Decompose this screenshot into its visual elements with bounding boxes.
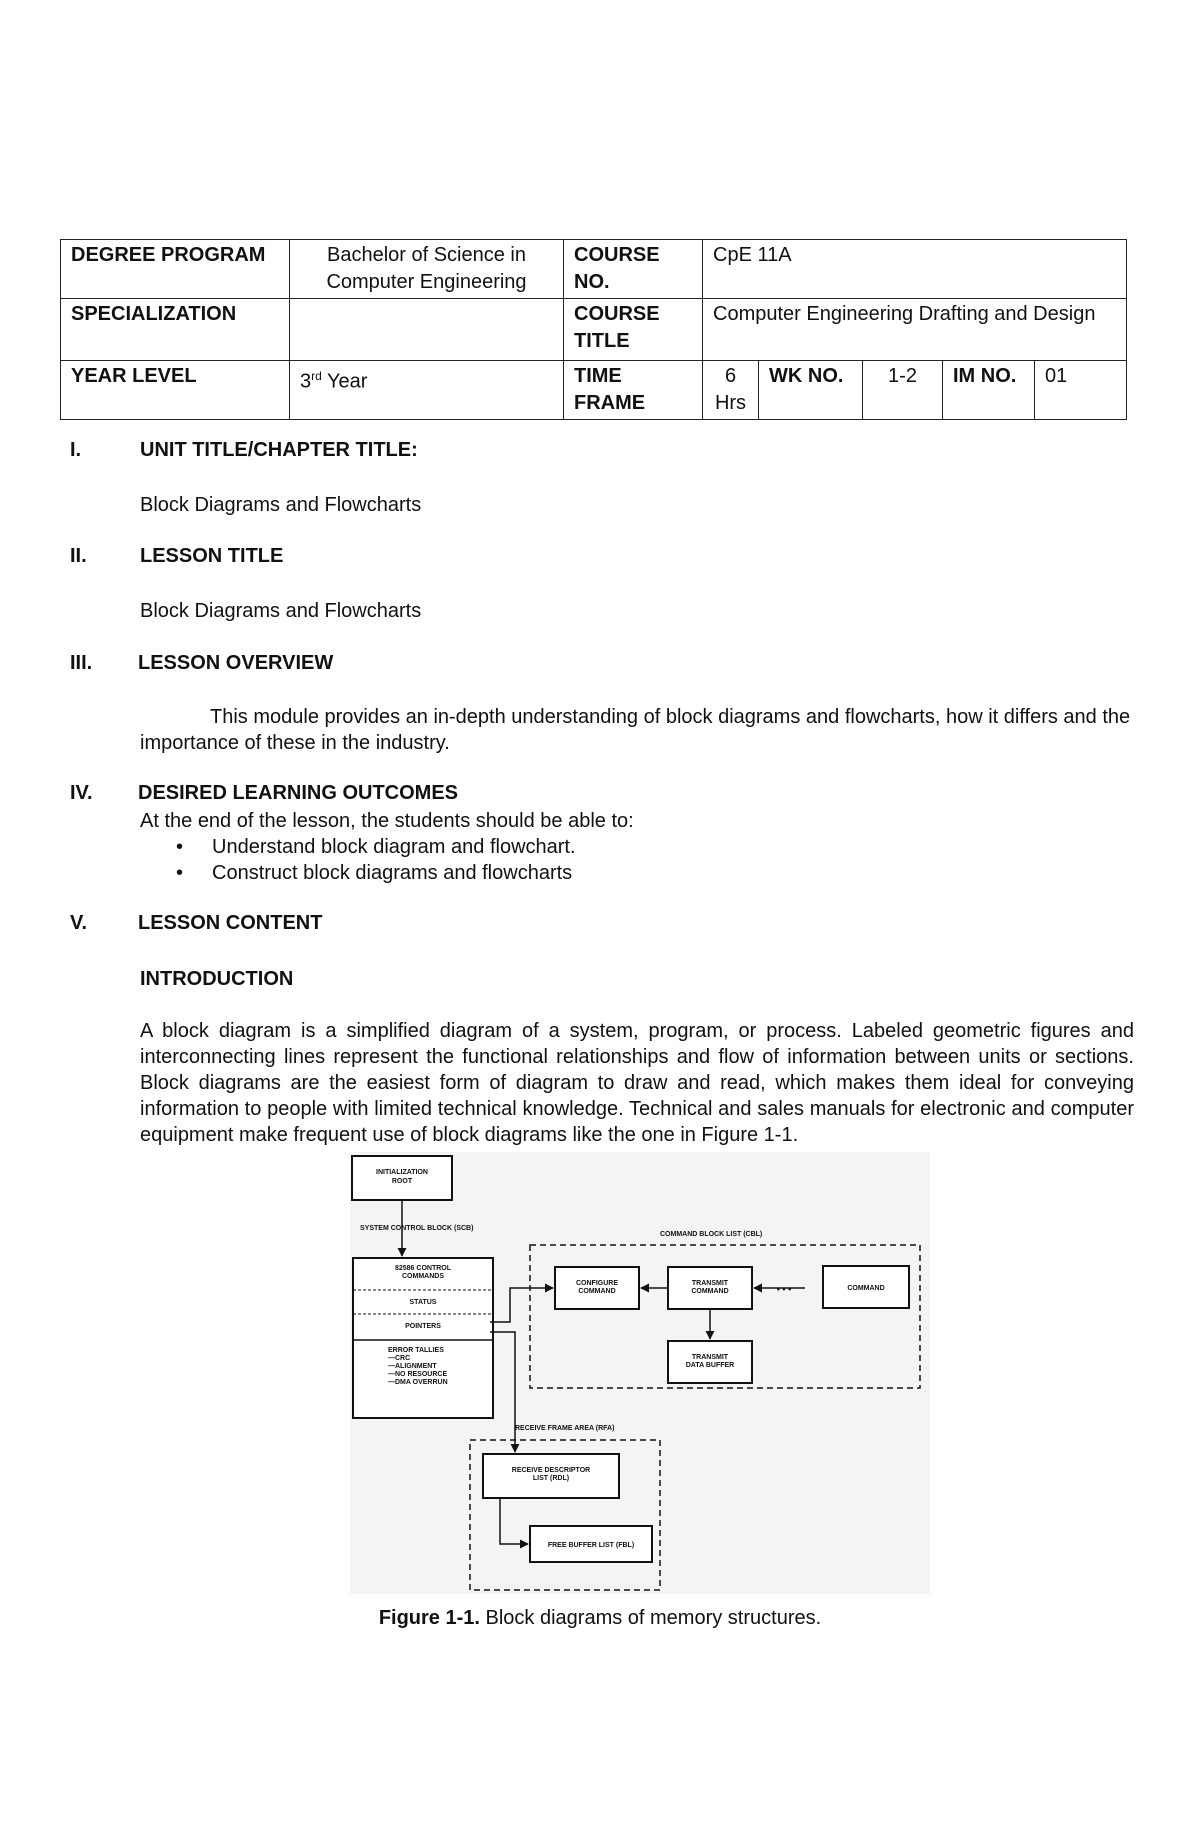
specialization-label: SPECIALIZATION	[61, 299, 290, 361]
rdl-line2: LIST (RDL)	[532, 1475, 570, 1482]
course-info-table	[60, 239, 1127, 420]
cbl-label: COMMAND BLOCK LIST (CBL)	[660, 1231, 763, 1238]
year-level-value	[290, 361, 564, 420]
year-level-sup: rd	[311, 369, 322, 383]
section-title: LESSON CONTENT	[138, 912, 323, 934]
figure-caption	[0, 1607, 1200, 1630]
list-item-text: Understand block diagram and flowchart.	[212, 836, 576, 858]
tx-buffer-line2: DATA BUFFER	[685, 1362, 735, 1369]
specialization-value	[290, 299, 564, 361]
configure-line2: COMMAND	[578, 1288, 616, 1295]
configure-line1: CONFIGURE	[576, 1280, 618, 1287]
memory-structures-block-diagram	[350, 1152, 930, 1594]
lesson-title-text: Block Diagrams and Flowcharts	[140, 600, 422, 622]
tx-buffer-line1: TRANSMIT	[691, 1354, 729, 1361]
scb-tallies-3: —NO RESOURCE	[388, 1371, 448, 1378]
course-title-label: COURSE TITLE	[564, 299, 703, 361]
outcomes-intro: At the end of the lesson, the students should be able to:	[140, 810, 634, 832]
section-number: II.	[70, 545, 87, 567]
year-level-num: 3	[300, 370, 312, 393]
section-number: V.	[70, 912, 88, 934]
scb-block	[353, 1258, 493, 1418]
im-no-label: IM NO.	[943, 361, 1035, 420]
scb-control-line2: COMMANDS	[402, 1273, 444, 1280]
degree-program-label: DEGREE PROGRAM	[61, 240, 290, 299]
transmit-line1: TRANSMIT	[691, 1280, 729, 1287]
outcomes-list	[140, 834, 576, 886]
section-number: III.	[70, 652, 93, 674]
caption-text: Block diagrams of memory structures.	[479, 1607, 822, 1629]
transmit-line2: COMMAND	[691, 1288, 729, 1295]
rdl-line1: RECEIVE DESCRIPTOR	[511, 1467, 591, 1474]
wk-no-label: WK NO.	[759, 361, 863, 420]
wk-no-value: 1-2	[863, 361, 943, 420]
year-level-word: Year	[321, 370, 368, 393]
introduction-paragraph: A block diagram is a simplified diagram of a system, program, or process. Labeled geometric figures and interconnecting lines represent the functional relationships and flow of information between units or sections. Block diagrams are the easiest form of diagram to draw and read, which makes them ideal for conveying information to people with limited technical knowledge. Technical and sales manuals for electronic and computer equipment make frequent use of block diagrams like the one in Figure 1-1.	[140, 1020, 1134, 1146]
unit-title-text: Block Diagrams and Flowcharts	[140, 494, 422, 516]
scb-tallies-2: —ALIGNMENT	[388, 1363, 437, 1370]
introduction-heading: INTRODUCTION	[140, 968, 294, 990]
course-no-value: CpE 11A	[703, 240, 1127, 299]
list-item	[140, 860, 576, 886]
section-title: DESIRED LEARNING OUTCOMES	[138, 782, 459, 804]
list-item-text: Construct block diagrams and flowcharts	[212, 862, 573, 884]
scb-tallies-0: ERROR TALLIES	[388, 1347, 444, 1354]
init-root-line2: ROOT	[391, 1178, 413, 1185]
section-title: LESSON OVERVIEW	[138, 652, 334, 674]
time-frame-value: 6 Hrs	[703, 361, 759, 420]
scb-pointers: POINTERS	[405, 1323, 441, 1330]
time-frame-label: TIME FRAME	[564, 361, 703, 420]
scb-tallies-4: —DMA OVERRUN	[388, 1379, 448, 1386]
scb-tallies-1: —CRC	[388, 1355, 411, 1362]
bullet-glyph: •	[176, 862, 184, 884]
course-no-label: COURSE NO.	[564, 240, 703, 299]
scb-status: STATUS	[409, 1299, 437, 1306]
im-no-value: 01	[1035, 361, 1127, 420]
scb-control-line1: 82586 CONTROL	[394, 1265, 452, 1272]
caption-label: Figure 1-1.	[378, 1607, 480, 1629]
fbl-text: FREE BUFFER LIST (FBL)	[547, 1542, 635, 1549]
rfa-label: RECEIVE FRAME AREA (RFA)	[515, 1425, 615, 1432]
command-text: COMMAND	[847, 1285, 885, 1292]
course-title-value: Computer Engineering Drafting and Design	[703, 299, 1127, 361]
init-root-line1: INITIALIZATION	[376, 1169, 428, 1176]
year-level-label: YEAR LEVEL	[61, 361, 290, 420]
section-number: IV.	[70, 782, 93, 804]
degree-program-value: Bachelor of Science in Computer Engineering	[290, 240, 564, 299]
bullet-glyph: •	[176, 836, 184, 858]
section-title: LESSON TITLE	[140, 545, 284, 567]
list-item	[140, 834, 576, 860]
ellipsis: • • •	[776, 1284, 792, 1294]
lesson-overview-text: This module provides an in-depth understanding of block diagrams and flowcharts, how it differs and the importance of these in the industry.	[140, 706, 1131, 754]
section-number: I.	[70, 439, 82, 461]
section-title: UNIT TITLE/CHAPTER TITLE:	[140, 439, 418, 461]
scb-label: SYSTEM CONTROL BLOCK (SCB)	[360, 1225, 474, 1232]
